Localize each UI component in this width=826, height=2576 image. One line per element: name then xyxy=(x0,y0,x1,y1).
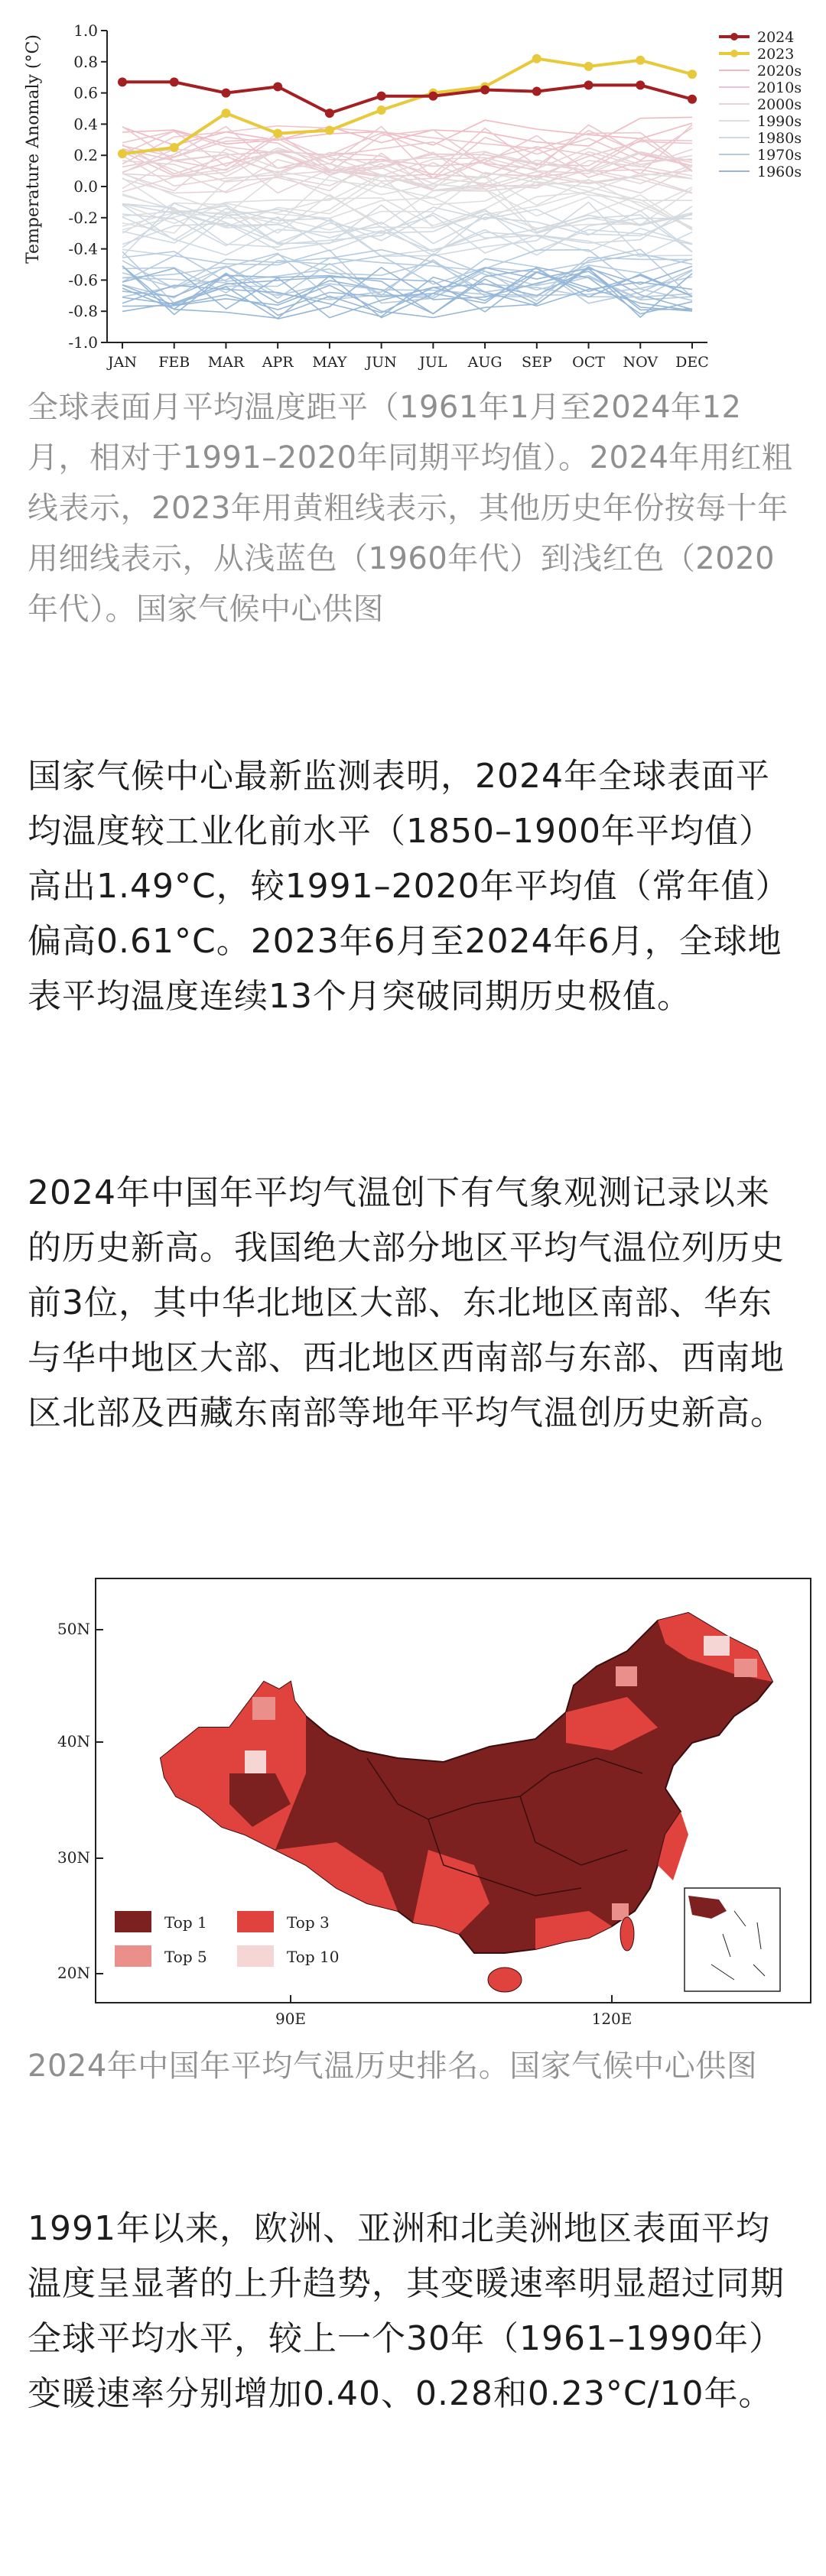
x-tick-label: FEB xyxy=(158,354,190,371)
lat-label: 40N xyxy=(57,1732,90,1750)
legend-label-2024: 2024 xyxy=(757,29,795,46)
series-point-2024 xyxy=(273,82,282,91)
x-tick-label: APR xyxy=(262,354,294,371)
series-point-2024 xyxy=(325,109,334,118)
y-tick-label: 0.0 xyxy=(73,177,98,196)
lat-label: 50N xyxy=(57,1620,90,1638)
highlight-series-group xyxy=(118,54,697,158)
series-point-2024 xyxy=(584,80,593,89)
series-point-2023 xyxy=(532,54,541,63)
y-tick-label: 0.2 xyxy=(73,146,98,165)
legend-marker-2024 xyxy=(730,33,738,41)
series-point-2023 xyxy=(273,129,282,138)
legend-label-top10: Top 10 xyxy=(287,1948,340,1966)
y-tick-label: 1.0 xyxy=(73,21,98,40)
chart-axes xyxy=(68,21,708,371)
y-tick-label: -0.4 xyxy=(68,239,98,258)
legend-label-1960s: 1960s xyxy=(757,164,802,180)
series-point-2023 xyxy=(325,126,334,135)
y-tick-label: -0.2 xyxy=(68,208,98,227)
series-point-2024 xyxy=(377,92,386,101)
legend-label-2000s: 2000s xyxy=(757,96,802,113)
legend-swatch-top10 xyxy=(237,1945,274,1967)
longitude-labels xyxy=(275,2010,632,2028)
y-tick-label: 0.4 xyxy=(73,115,98,134)
series-point-2024 xyxy=(688,95,697,104)
series-point-2024 xyxy=(118,77,127,86)
x-tick-label: MAY xyxy=(312,354,347,371)
y-tick-label: -0.8 xyxy=(68,302,98,321)
chart-svg xyxy=(0,0,826,375)
x-tick-label: OCT xyxy=(572,354,605,371)
temperature-anomaly-chart xyxy=(0,0,826,375)
legend-label-2010s: 2010s xyxy=(757,79,802,96)
series-point-2024 xyxy=(170,77,179,86)
legend-label-1990s: 1990s xyxy=(757,113,802,130)
legend-label-2023: 2023 xyxy=(757,46,795,63)
x-tick-label: DEC xyxy=(675,354,709,371)
map-caption: 2024年中国年平均气温历史排名。国家气候中心供图 xyxy=(28,2049,758,2084)
paragraph-global-temperature: 国家气候中心最新监测表明，2024年全球表面平均温度较工业化前水平（1850–1900年平均值）高出1.49°C，较1991–2020年平均值（常年值）偏高0.61°C。2023年6月至2024年6月，全球地表平均温度连续13个月突破同期历史极值。 xyxy=(28,757,790,1016)
series-point-2023 xyxy=(170,143,179,152)
lon-label: 90E xyxy=(275,2010,307,2028)
paragraph-regional-warming: 1991年以来，欧洲、亚洲和北美洲地区表面平均温度呈显著的上升趋势，其变暖速率明显超过同期全球平均水平，较上一个30年（1961–1990年）变暖速率分别增加0.40、0.28和0.23°C/10年。 xyxy=(28,2209,785,2413)
series-line-2024 xyxy=(122,82,692,113)
series-point-2024 xyxy=(480,86,489,95)
lat-label: 20N xyxy=(57,1964,90,1982)
south-china-sea-inset xyxy=(685,1888,780,1991)
x-tick-label: MAR xyxy=(207,354,245,371)
decade-lines-group xyxy=(122,117,692,319)
series-point-2023 xyxy=(688,70,697,79)
y-axis-label: Temperature Anomaly (°C) xyxy=(24,34,43,264)
legend-label-top5: Top 5 xyxy=(164,1948,207,1966)
map-svg xyxy=(0,1575,826,2033)
x-tick-label: SEP xyxy=(521,354,552,371)
series-point-2024 xyxy=(532,87,541,96)
series-point-2023 xyxy=(636,56,645,65)
china-temperature-rank-map xyxy=(0,1575,826,2033)
legend-label-top3: Top 3 xyxy=(287,1913,330,1932)
legend-label-1980s: 1980s xyxy=(757,130,802,147)
legend-label-top1: Top 1 xyxy=(164,1913,207,1932)
x-tick-label: JAN xyxy=(108,354,137,371)
legend-label-2020s: 2020s xyxy=(757,63,802,79)
series-point-2023 xyxy=(221,109,230,118)
series-point-2023 xyxy=(377,105,386,115)
chart-caption: 全球表面月平均温度距平（1961年1月至2024年12月，相对于1991–2020年同期平均值）。2024年用红粗线表示，2023年用黄粗线表示，其他历史年份按每十年用细线表示，从浅蓝色（1960年代）到浅红色（2020年代）。国家气候中心供图 xyxy=(28,390,793,627)
series-point-2023 xyxy=(584,62,593,71)
y-tick-label: 0.8 xyxy=(73,52,98,71)
x-tick-label: JUN xyxy=(366,354,397,371)
series-point-2024 xyxy=(636,80,645,89)
y-tick-label: -0.6 xyxy=(68,271,98,290)
series-point-2024 xyxy=(428,92,437,101)
paragraph-china-temperature: 2024年中国年平均气温创下有气象观测记录以来的历史新高。我国绝大部分地区平均气温位列历史前3位，其中华北地区大部、东北地区南部、华东与华中地区大部、西北地区西南部与东部、西南地区北部及西藏东南部等地年平均气温创历史新高。 xyxy=(28,1173,785,1432)
series-point-2024 xyxy=(221,89,230,98)
hainan-island xyxy=(488,1968,522,1992)
x-tick-label: NOV xyxy=(623,354,659,371)
legend-label-1970s: 1970s xyxy=(757,147,802,164)
x-tick-label: JUL xyxy=(419,354,447,371)
chart-legend xyxy=(719,29,802,180)
lat-label: 30N xyxy=(57,1848,90,1867)
y-tick-label: 0.6 xyxy=(73,83,98,102)
legend-marker-2023 xyxy=(730,50,738,57)
latitude-labels xyxy=(57,1620,90,1982)
series-point-2023 xyxy=(118,149,127,158)
lon-label: 120E xyxy=(591,2010,633,2028)
y-tick-label: -1.0 xyxy=(68,333,98,352)
legend-swatch-top5 xyxy=(115,1945,151,1967)
legend-swatch-top3 xyxy=(237,1911,274,1932)
taiwan-island xyxy=(620,1917,634,1951)
legend-swatch-top1 xyxy=(115,1911,151,1932)
x-tick-label: AUG xyxy=(467,354,502,371)
decade-line-2010s xyxy=(122,125,692,172)
